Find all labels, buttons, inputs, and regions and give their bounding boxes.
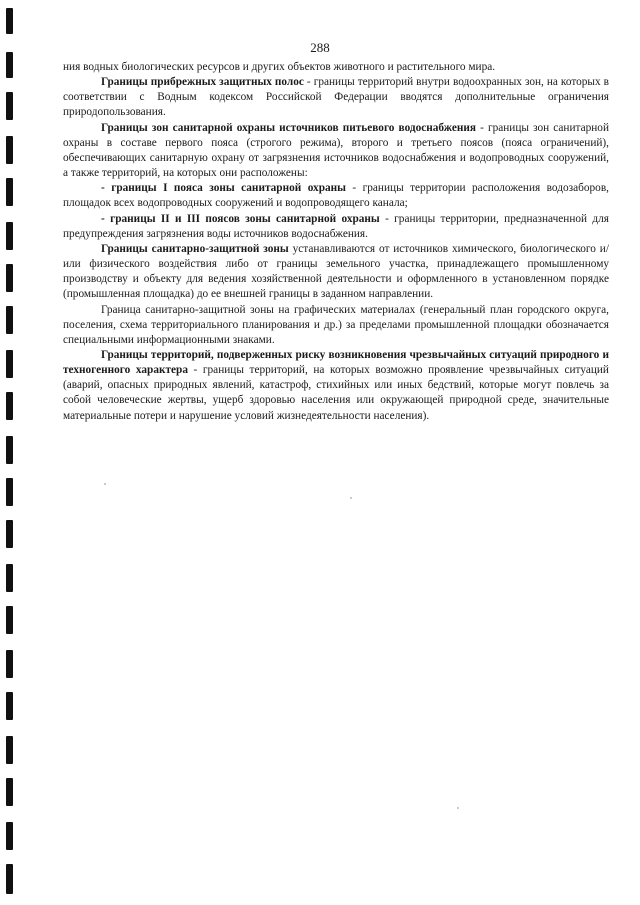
paragraph-term: границы II и III поясов зоны санитарной охраны <box>110 212 380 225</box>
binding-mark <box>6 822 13 850</box>
binding-mark <box>6 564 13 592</box>
paragraph-text: Граница санитарно-защитной зоны на графических материалах (генеральный план городского округа, поселения, схема территориального планирования и др.) за пределами промышленной площадки обозначается специальными информационными знаками. <box>63 303 609 346</box>
paragraph-term: Границы санитарно-защитной зоны <box>101 242 289 255</box>
paragraph-term: Границы территорий, подверженных риску возникновения чрезвычайных ситуаций природного и техногенного характера <box>63 348 609 377</box>
binding-mark <box>6 650 13 678</box>
binding-mark <box>6 436 13 464</box>
bullet-dash: - <box>101 182 112 195</box>
paragraph-continuation <box>63 60 609 75</box>
binding-mark <box>6 350 13 378</box>
binding-mark <box>6 306 13 334</box>
binding-mark <box>6 264 13 292</box>
binding-mark <box>6 692 13 720</box>
paragraph-belt-2-3 <box>63 212 609 242</box>
paragraph-belt-1 <box>63 181 609 211</box>
paragraph-text: устанавливаются от источников химического, биологического и/или физического воздействия либо от границы земельного участка, принадлежащего промышленному производству и объекту для ведения хозяйственной деятельности и оформленного в установленном порядке (промышленная площадка) до ее внешней границы в заданном направлении. <box>63 242 609 301</box>
scan-speck <box>350 497 352 499</box>
paragraph-sanitary-protection-zone <box>63 242 609 303</box>
paragraph-term: Границы прибрежных защитных полос <box>101 76 304 89</box>
binding-mark <box>6 864 13 894</box>
document-body <box>63 60 609 424</box>
paragraph-term: Границы зон санитарной охраны источников питьевого водоснабжения <box>101 121 476 134</box>
binding-mark <box>6 736 13 764</box>
binding-mark <box>6 222 13 250</box>
paragraph-text: - границы территории, предназначенной для предупреждения загрязнения воды источников водоснабжения. <box>63 212 609 240</box>
binding-mark <box>6 8 13 34</box>
binding-mark <box>6 136 13 164</box>
paragraph-coastal-protection-strips <box>63 75 609 120</box>
page-number: 288 <box>310 40 330 55</box>
paragraph-zone-markings <box>63 303 609 348</box>
paragraph-text: - границы территорий внутри водоохранных зон, на которых в соответствии с Водным кодексом Российской Федерации вводятся дополнительные ограничения природопользования. <box>63 76 609 119</box>
paragraph-text: ния водных биологических ресурсов и других объектов животного и растительного мира. <box>63 61 496 73</box>
binding-marks <box>6 0 16 905</box>
binding-mark <box>6 520 13 548</box>
paragraph-text: - границы зон санитарной охраны в составе первого пояса (строгого режима), второго и третьего поясов (пояса ограничений), обеспечивающих санитарную охрану от загрязнения источников водоснабжения и водопроводных сооружений, а также территорий, на которых они расположены: <box>63 121 609 180</box>
binding-mark <box>6 92 13 120</box>
paragraph-term: границы I пояса зоны санитарной охраны <box>111 182 346 195</box>
paragraph-text: - границы территорий, на которых возможно проявление чрезвычайных ситуаций (аварий, опасных природных явлений, катастроф, стихийных или иных бедствий, которые могут повлечь за собой человеческие жертвы, ущерб здоровью населения или окружающей природной среде, значительные материальные потери и нарушение условий жизнедеятельности населения). <box>63 364 609 422</box>
scan-speck <box>104 483 106 485</box>
paragraph-emergency-risk <box>63 348 609 424</box>
binding-mark <box>6 778 13 806</box>
binding-mark <box>6 478 13 506</box>
bullet-dash: - <box>101 212 111 225</box>
scan-speck <box>457 807 459 809</box>
binding-mark <box>6 606 13 634</box>
paragraph-text: - границы территории расположения водозаборов, площадок всех водопроводных сооружений и водопроводящего канала; <box>63 182 609 210</box>
paragraph-sanitary-zones <box>63 121 609 182</box>
binding-mark <box>6 392 13 420</box>
binding-mark <box>6 178 13 206</box>
